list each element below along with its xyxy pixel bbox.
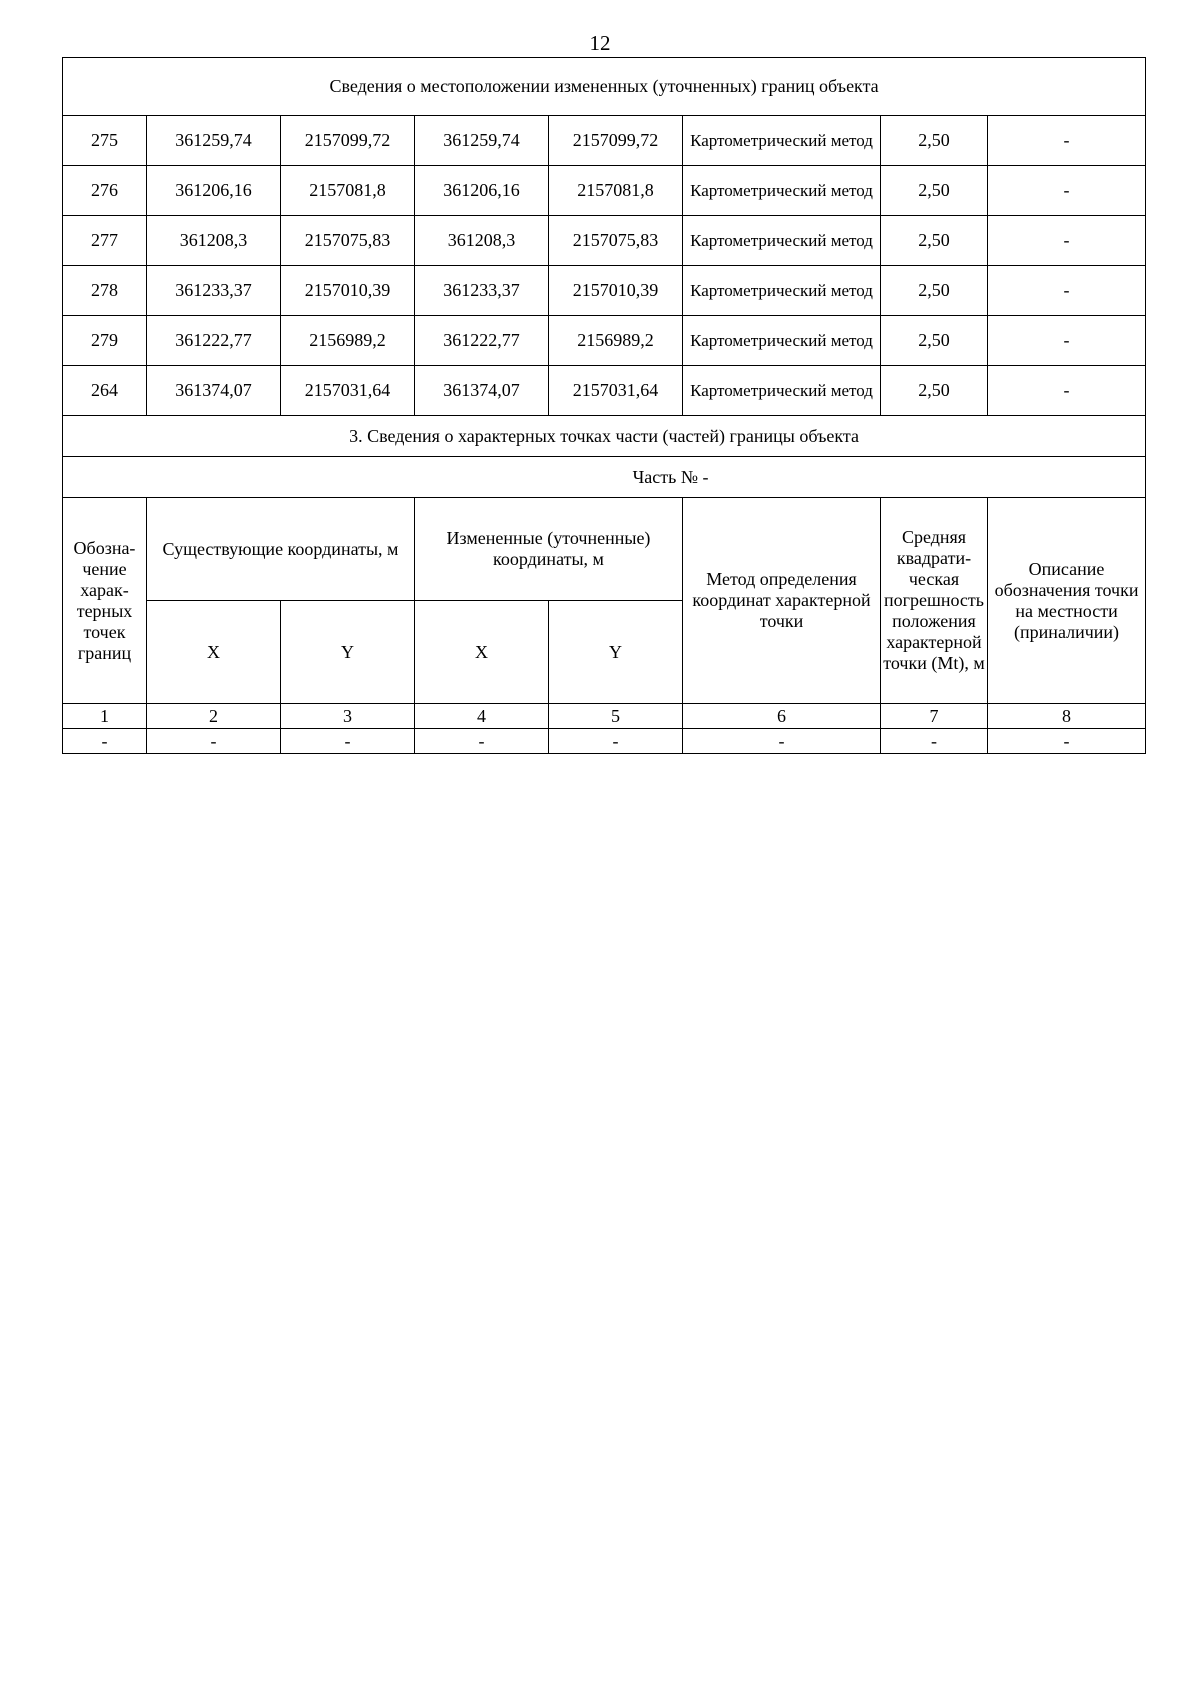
header-changed-x: X	[415, 601, 549, 704]
error-cell: 2,50	[881, 266, 988, 316]
column-number: 8	[988, 704, 1146, 729]
changed-y: 2157010,39	[549, 266, 683, 316]
existing-y: 2157099,72	[281, 116, 415, 166]
empty-cell: -	[988, 729, 1146, 754]
header-error: Средняя квадрати-ческая погрешность положения характерной точки (Mt), м	[881, 498, 988, 704]
table-row	[63, 166, 1146, 216]
error-cell: 2,50	[881, 166, 988, 216]
description-cell: -	[988, 216, 1146, 266]
existing-x: 361259,74	[147, 116, 281, 166]
existing-y: 2157075,83	[281, 216, 415, 266]
empty-cell: -	[549, 729, 683, 754]
column-number: 4	[415, 704, 549, 729]
column-number: 5	[549, 704, 683, 729]
empty-cell: -	[881, 729, 988, 754]
part-label-cell	[63, 457, 1146, 498]
part-label: Часть № -	[632, 466, 709, 487]
banner-row	[63, 58, 1146, 116]
changed-y: 2157031,64	[549, 366, 683, 416]
boundary-table	[62, 57, 1146, 754]
changed-x: 361374,07	[415, 366, 549, 416]
table-row	[63, 266, 1146, 316]
point-id: 277	[63, 216, 147, 266]
column-number: 6	[683, 704, 881, 729]
table-banner: Сведения о местоположении измененных (уточненных) границ объекта	[63, 58, 1146, 116]
header-changed: Измененные (уточненные) координаты, м	[415, 498, 683, 601]
point-id: 278	[63, 266, 147, 316]
section-title: 3. Сведения о характерных точках части (частей) границы объекта	[63, 416, 1146, 457]
part-row	[63, 457, 1146, 498]
existing-y: 2157010,39	[281, 266, 415, 316]
method-cell: Картометрический метод	[683, 216, 881, 266]
method-cell: Картометрический метод	[683, 366, 881, 416]
changed-y: 2157075,83	[549, 216, 683, 266]
existing-x: 361374,07	[147, 366, 281, 416]
existing-x: 361233,37	[147, 266, 281, 316]
point-id: 264	[63, 366, 147, 416]
header-designation: Обозна-чение харак-терных точек границ	[63, 498, 147, 704]
changed-x: 361206,16	[415, 166, 549, 216]
table-row	[63, 116, 1146, 166]
section-title-row	[63, 416, 1146, 457]
header-existing: Существующие координаты, м	[147, 498, 415, 601]
description-cell: -	[988, 166, 1146, 216]
method-cell: Картометрический метод	[683, 166, 881, 216]
changed-x: 361208,3	[415, 216, 549, 266]
error-cell: 2,50	[881, 116, 988, 166]
existing-x: 361222,77	[147, 316, 281, 366]
table-row	[63, 729, 1146, 754]
existing-y: 2157081,8	[281, 166, 415, 216]
point-id: 275	[63, 116, 147, 166]
empty-cell: -	[281, 729, 415, 754]
description-cell: -	[988, 316, 1146, 366]
empty-cell: -	[415, 729, 549, 754]
existing-y: 2157031,64	[281, 366, 415, 416]
header-existing-x: X	[147, 601, 281, 704]
page-number: 12	[589, 31, 611, 55]
existing-x: 361208,3	[147, 216, 281, 266]
header-method: Метод определения координат характерной точки	[683, 498, 881, 704]
column-number: 1	[63, 704, 147, 729]
changed-y: 2157099,72	[549, 116, 683, 166]
changed-y: 2156989,2	[549, 316, 683, 366]
column-number: 2	[147, 704, 281, 729]
changed-x: 361233,37	[415, 266, 549, 316]
header-changed-y: Y	[549, 601, 683, 704]
method-cell: Картометрический метод	[683, 316, 881, 366]
changed-x: 361222,77	[415, 316, 549, 366]
description-cell: -	[988, 116, 1146, 166]
method-cell: Картометрический метод	[683, 266, 881, 316]
column-number: 7	[881, 704, 988, 729]
error-cell: 2,50	[881, 316, 988, 366]
table-row	[63, 366, 1146, 416]
empty-cell: -	[683, 729, 881, 754]
description-cell: -	[988, 266, 1146, 316]
changed-y: 2157081,8	[549, 166, 683, 216]
column-number: 3	[281, 704, 415, 729]
description-cell: -	[988, 366, 1146, 416]
existing-x: 361206,16	[147, 166, 281, 216]
table-row	[63, 316, 1146, 366]
empty-cell: -	[147, 729, 281, 754]
existing-y: 2156989,2	[281, 316, 415, 366]
header-description: Описание обозначения точки на местности (приналичии)	[988, 498, 1146, 704]
header-row-1	[63, 498, 1146, 601]
empty-cell: -	[63, 729, 147, 754]
column-number-row	[63, 704, 1146, 729]
error-cell: 2,50	[881, 366, 988, 416]
header-existing-y: Y	[281, 601, 415, 704]
point-id: 276	[63, 166, 147, 216]
table-row	[63, 216, 1146, 266]
changed-x: 361259,74	[415, 116, 549, 166]
point-id: 279	[63, 316, 147, 366]
error-cell: 2,50	[881, 216, 988, 266]
method-cell: Картометрический метод	[683, 116, 881, 166]
